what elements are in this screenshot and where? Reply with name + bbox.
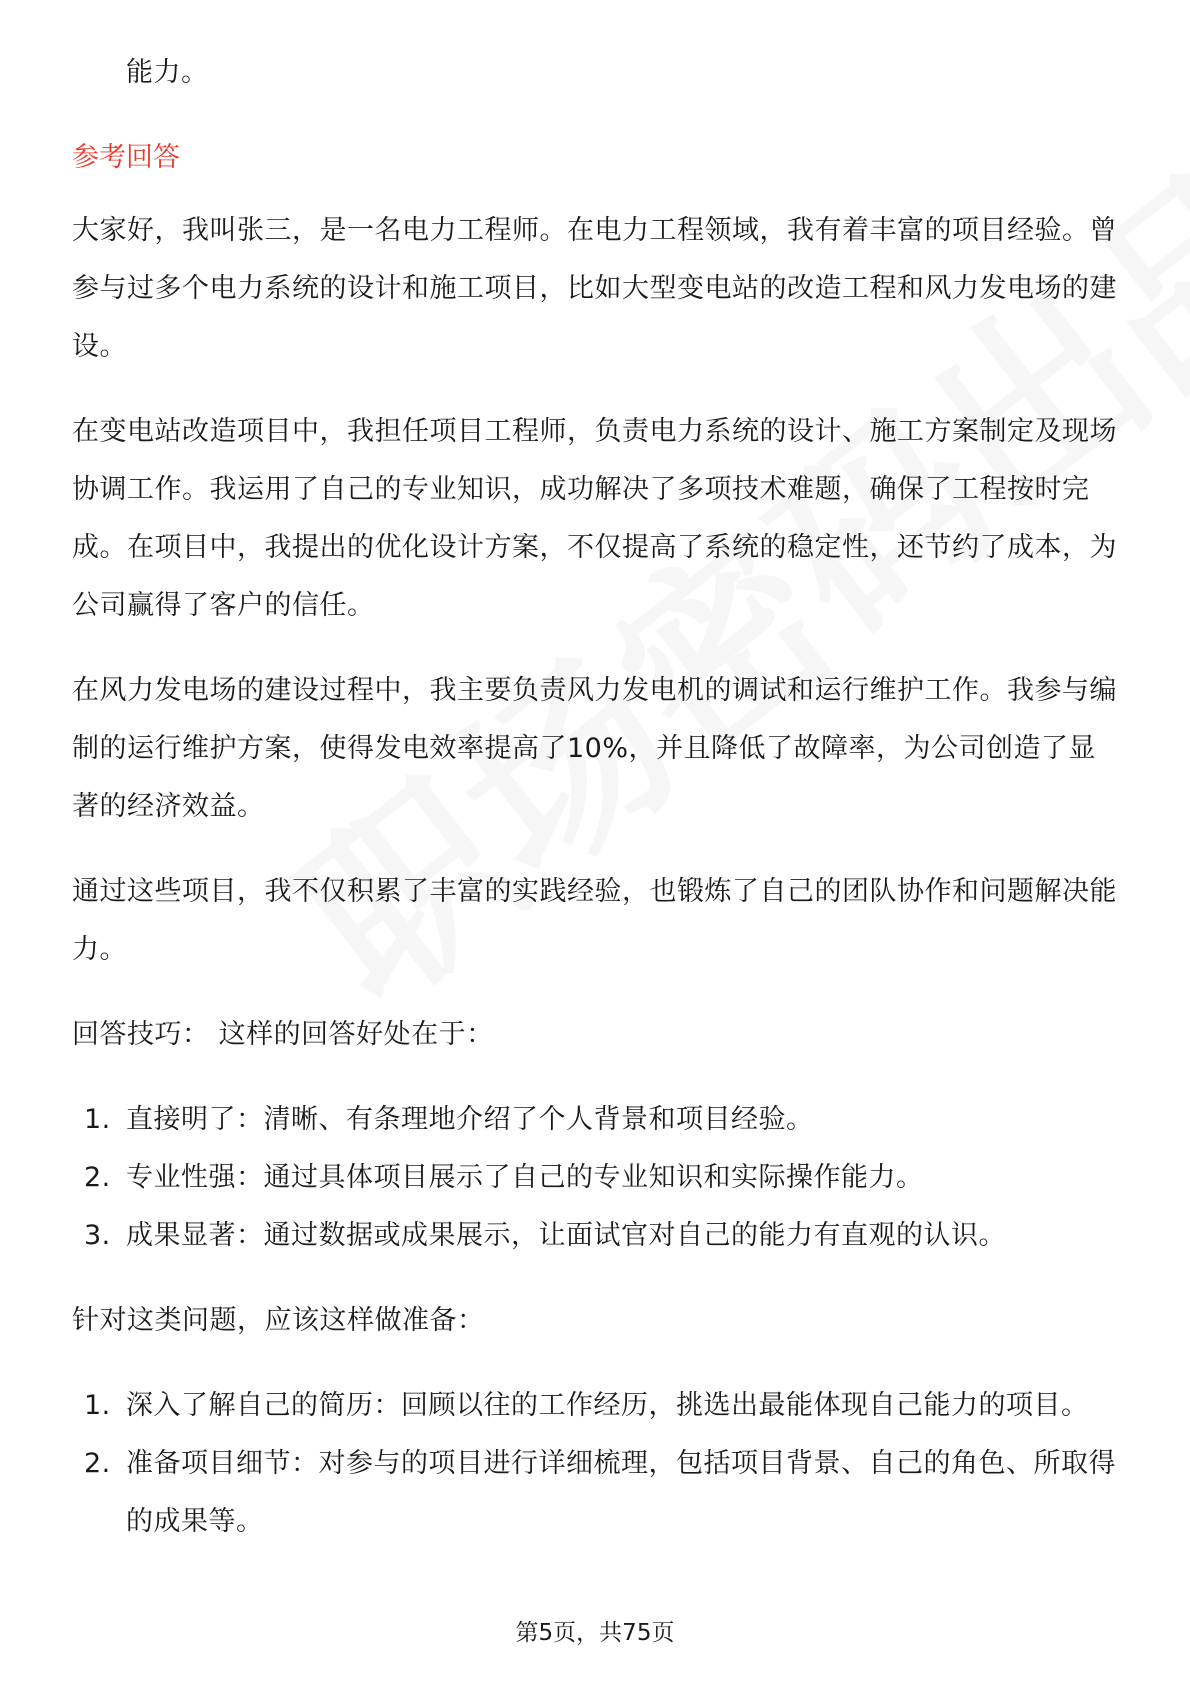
list-item: 2. 专业性强：通过具体项目展示了自己的专业知识和实际操作能力。	[84, 1162, 924, 1193]
page-footer: 第5页，共75页	[515, 1620, 675, 1646]
answer-paragraph-2: 在变电站改造项目中，我担任项目工程师，负责电力系统的设计、施工方案制定及现场协调工作。我运用了自己的专业知识，成功解决了多项技术难题，确保了工程按时完成。在项目中，我提出的优化设计方案，不仅提高了系统的稳定性，还节约了成本，为公司赢得了客户的信任。	[72, 416, 1117, 621]
list-item: 1. 深入了解自己的简历：回顾以往的工作经历，挑选出最能体现自己能力的项目。	[84, 1390, 1089, 1421]
tips-list	[72, 1091, 1118, 1265]
prep-list	[72, 1377, 1118, 1551]
list-item: 2. 准备项目细节：对参与的项目进行详细梳理，包括项目背景、自己的角色、所取得的成果等。	[84, 1448, 1116, 1537]
list-item: 1. 直接明了：清晰、有条理地介绍了个人背景和项目经验。	[84, 1104, 814, 1135]
prep-title: 针对这类问题，应该这样做准备：	[72, 1305, 485, 1336]
answer-paragraph-4: 通过这些项目，我不仅积累了丰富的实践经验，也锻炼了自己的团队协作和问题解决能力。	[72, 876, 1117, 965]
page-content	[72, 44, 1118, 1551]
tips-title: 回答技巧： 这样的回答好处在于：	[72, 1019, 494, 1050]
list-item: 3. 成果显著：通过数据或成果展示，让面试官对自己的能力有直观的认识。	[84, 1220, 1006, 1251]
intro-continuation: 能力。	[126, 57, 209, 88]
answer-paragraph-1: 大家好，我叫张三，是一名电力工程师。在电力工程领域，我有着丰富的项目经验。曾参与过多个电力系统的设计和施工项目，比如大型变电站的改造工程和风力发电场的建设。	[72, 215, 1117, 362]
answer-paragraph-3: 在风力发电场的建设过程中，我主要负责风力发电机的调试和运行维护工作。我参与编制的运行维护方案，使得发电效率提高了10%，并且降低了故障率，为公司创造了显著的经济效益。	[72, 675, 1117, 822]
section-heading: 参考回答	[72, 142, 180, 173]
